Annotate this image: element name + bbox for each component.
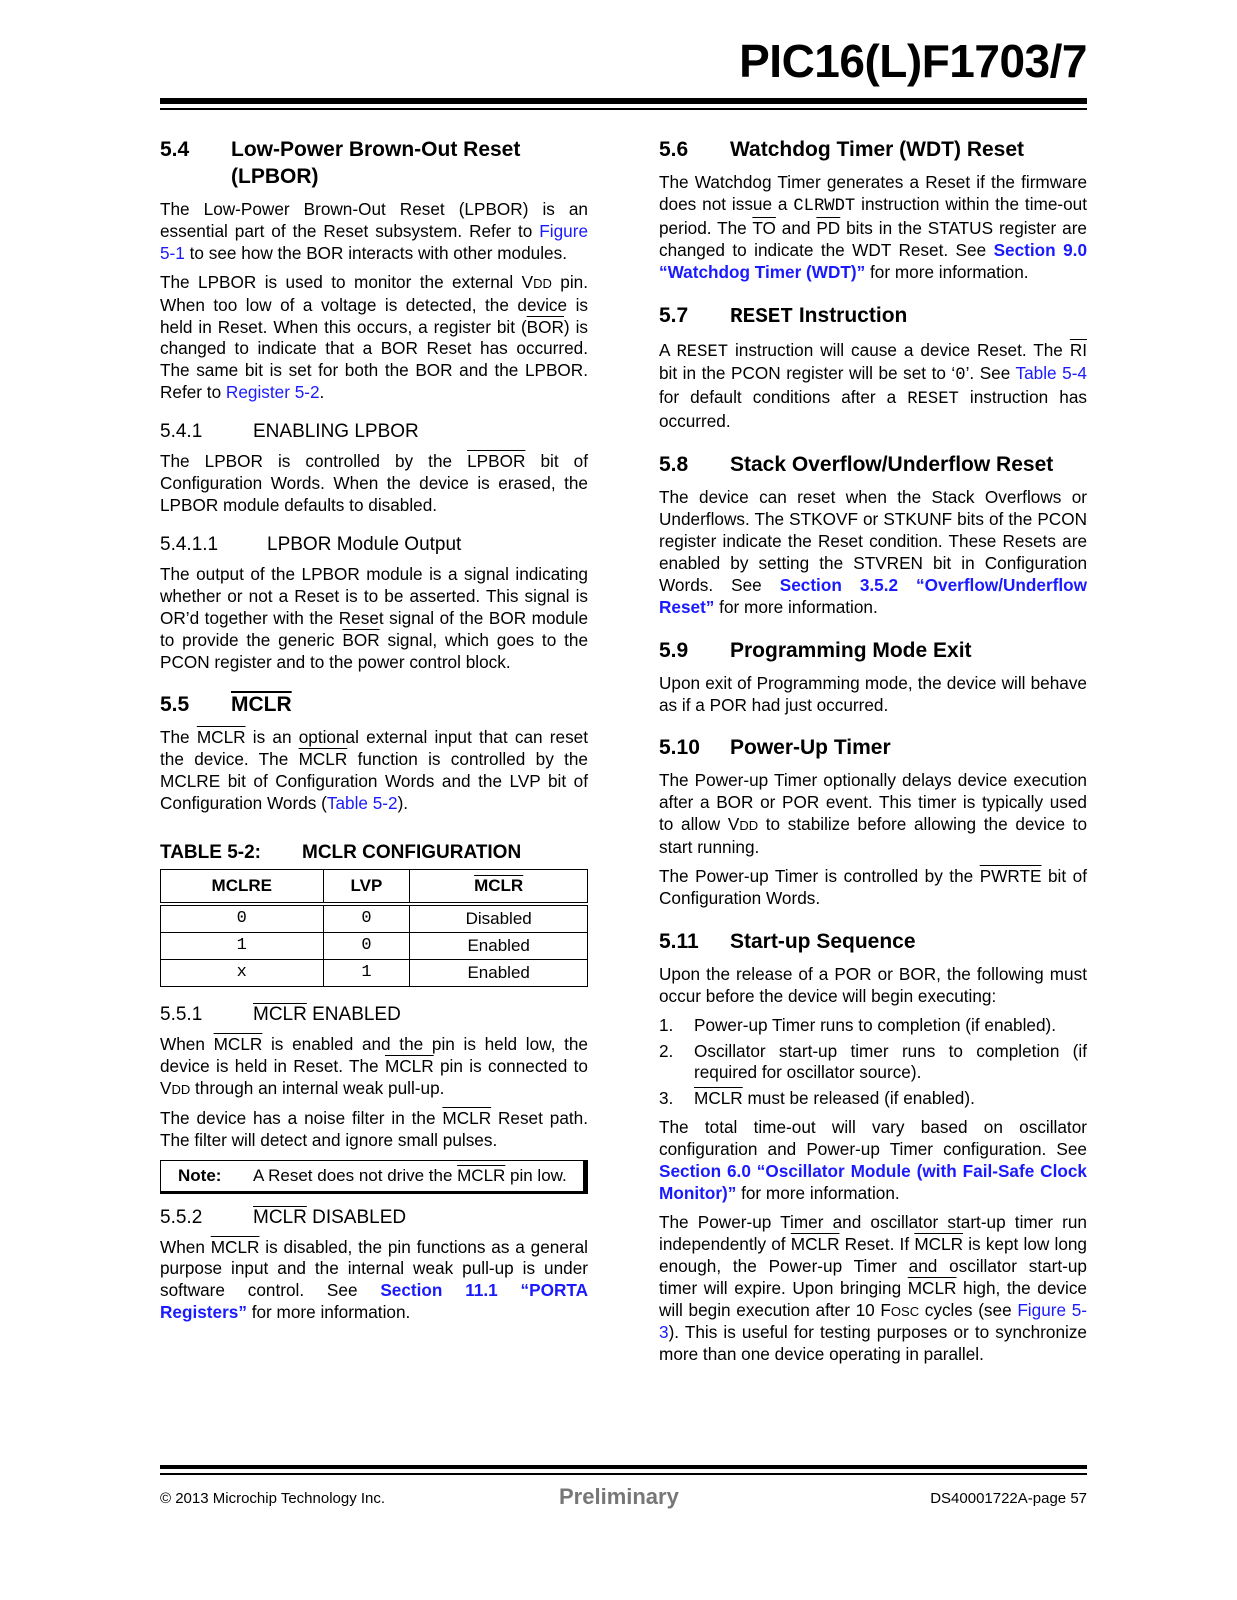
section-heading-5-9: 5.9 Programming Mode Exit — [659, 638, 972, 662]
paragraph: The total time-out will vary based on oscillator configuration and Power-up Timer configuration. See Section 6.0 “Oscillator Module (with Fail-Safe Clock Monitor)” for more information. — [659, 1117, 1087, 1203]
figure-link[interactable]: Figure 5-3 — [659, 1299, 1087, 1343]
list-item: 1. Power-up Timer runs to completion (if enabled). — [659, 1014, 1057, 1035]
paragraph: A RESET instruction will cause a device Reset. The $\overline{RI}$ bit in the PCON register will be set to ‘0’. See Table 5-4 for default conditions after a RESET instruction has occurred. — [659, 339, 1087, 432]
paragraph: When MCLR is enabled and the pin is held low, the device is held in Reset. The MCLR pin is connected to VDD through an internal weak pull-up. — [160, 1034, 588, 1098]
table-link[interactable]: Table 5-2 — [326, 793, 398, 814]
section-heading-5-5-1: 5.5.1 MCLR ENABLED — [160, 1004, 401, 1026]
paragraph: The Power-up Timer and oscillator start-up timer run independently of MCLR Reset. If MCLR is kept low long enough, the Power-up Timer and oscillator start-up timer will expire. Upon bringing MCLR high, the device will begin execution after 10 FOSC cycles (see Figure 5-3). This is useful for testing purposes or to synchronize more than one device operating in parallel. — [659, 1211, 1087, 1365]
section-heading-5-5: 5.5 MCLR — [160, 693, 292, 717]
section-link[interactable]: Section 6.0 “Oscillator Module (with Fail-Safe Clock Monitor)” — [659, 1161, 1087, 1203]
table-header: MCLRE — [161, 870, 324, 905]
preliminary-label: Preliminary — [559, 1484, 679, 1509]
figure-link[interactable]: Figure 5-1 — [160, 220, 588, 263]
section-heading-5-11: 5.11 Start-up Sequence — [659, 929, 916, 953]
section-heading-5-4-1: 5.4.1 ENABLING LPBOR — [160, 421, 419, 443]
section-heading-5-6: 5.6 Watchdog Timer (WDT) Reset — [659, 138, 1025, 161]
register-link[interactable]: Register 5-2 — [225, 382, 320, 403]
paragraph: The output of the LPBOR module is a signal indicating whether or not a Reset is to be asserted. This signal is OR’d together with the Reset signal of the BOR module to provide the generic $\overline{BOR}$ signal, which goes to the PCON register and to the power control block. — [160, 563, 588, 672]
paragraph: The Power-up Timer optionally delays device execution after a BOR or POR event. This timer is typically used to allow VDD to stabilize before allowing the device to start running. — [659, 770, 1088, 858]
section-heading-5-4-1-1: 5.4.1.1 LPBOR Module Output — [160, 533, 462, 555]
paragraph: Upon exit of Programming mode, the device will behave as if a POR had just occurred. — [659, 672, 1087, 715]
table-row: 1 0 Enabled — [161, 933, 588, 960]
section-heading-5-5-2: 5.5.2 MCLR DISABLED — [160, 1206, 407, 1228]
table-row: x 1 Enabled — [161, 960, 588, 987]
paragraph: The LPBOR is controlled by the LPBOR bit of Configuration Words. When the device is erased, the LPBOR module defaults to disabled. — [160, 451, 588, 515]
header-rule-thin — [160, 108, 1087, 110]
section-link[interactable]: Section 3.5.2 “Overflow/Underflow Reset” — [659, 574, 1087, 617]
table-header: LVP — [323, 870, 410, 905]
section-link[interactable]: Section 11.1 “PORTA Registers” — [160, 1280, 588, 1323]
list-item: 3. MCLR must be released (if enabled). — [659, 1088, 975, 1109]
note-box: Note: A Reset does not drive the MCLR pin low. — [160, 1160, 588, 1194]
paragraph: Upon the release of a POR or BOR, the following must occur before the device will begin executing: — [659, 963, 1087, 1006]
table-row: 0 0 Disabled — [161, 904, 588, 933]
section-heading-5-7: 5.7 RESET Instruction — [659, 303, 908, 329]
footer-rule — [160, 1465, 1087, 1469]
table-header: MCLR — [410, 870, 588, 905]
copyright-text: © 2013 Microchip Technology Inc. — [160, 1490, 386, 1507]
paragraph: When MCLR is disabled, the pin functions as a general purpose input and the internal weak pull-up is under software control. See Section 11.1 “PORTA Registers” for more information. — [160, 1236, 588, 1323]
section-link[interactable]: Section 9.0 “Watchdog Timer (WDT)” — [659, 239, 1088, 282]
header-rule — [160, 98, 1087, 104]
document-title: PIC16(L)F1703/7 — [739, 35, 1087, 87]
paragraph: The Low-Power Brown-Out Reset (LPBOR) is an essential part of the Reset subsystem. Refer to Figure 5-1 to see how the BOR interacts with other modules. — [160, 199, 588, 263]
paragraph: The MCLR is an optional external input that can reset the device. The MCLR function is controlled by the MCLRE bit of Configuration Words and the LVP bit of Configuration Words (Table 5-2). — [160, 727, 588, 814]
page-number: DS40001722A-page 57 — [930, 1490, 1087, 1507]
table-caption: TABLE 5-2: MCLR CONFIGURATION — [160, 842, 522, 864]
left-column — [160, 136, 588, 1331]
table-link[interactable]: Table 5-4 — [1015, 363, 1087, 384]
paragraph: The Watchdog Timer generates a Reset if the firmware does not issue a CLRWDT instruction within the time-out period. The $\overline{TO}$ and $\overline{PD}$ bits in the STATUS register are changed to indicate the WDT Reset. See Section 9.0 “Watchdog Timer (WDT)” for more information. — [659, 172, 1088, 282]
paragraph: The device has a noise filter in the MCLR Reset path. The filter will detect and ignore small pulses. — [160, 1107, 588, 1150]
right-column — [659, 136, 1087, 1373]
startup-sequence-list — [659, 1015, 1087, 1111]
paragraph: The device can reset when the Stack Overflows or Underflows. The STKOVF or STKUNF bits of the PCON register indicate the Reset condition. These Resets are enabled by setting the STVREN bit in Configuration Words. See Section 3.5.2 “Overflow/Underflow Reset” for more information. — [659, 487, 1087, 617]
list-item: 2. Oscillator start-up timer runs to completion (if required for oscillator source). — [659, 1040, 1087, 1083]
section-heading-5-10: 5.10 Power-Up Timer — [659, 736, 891, 760]
paragraph: The Power-up Timer is controlled by the PWRTE bit of Configuration Words. — [659, 866, 1087, 908]
mclr-configuration-table — [160, 869, 588, 987]
paragraph: The LPBOR is used to monitor the external VDD pin. When too low of a voltage is detected, the device is held in Reset. When this occurs, a register bit $(\overline{BOR})$ is changed to indicate that a BOR Reset has occurred. The same bit is set for both the BOR and the LPBOR. Refer to Register 5-2. — [160, 271, 588, 403]
section-heading-5-4: 5.4 Low-Power Brown-Out Reset (LPBOR) — [160, 138, 521, 188]
footer-rule-thin — [160, 1473, 1087, 1475]
section-heading-5-8: 5.8 Stack Overflow/Underflow Reset — [659, 453, 1054, 477]
